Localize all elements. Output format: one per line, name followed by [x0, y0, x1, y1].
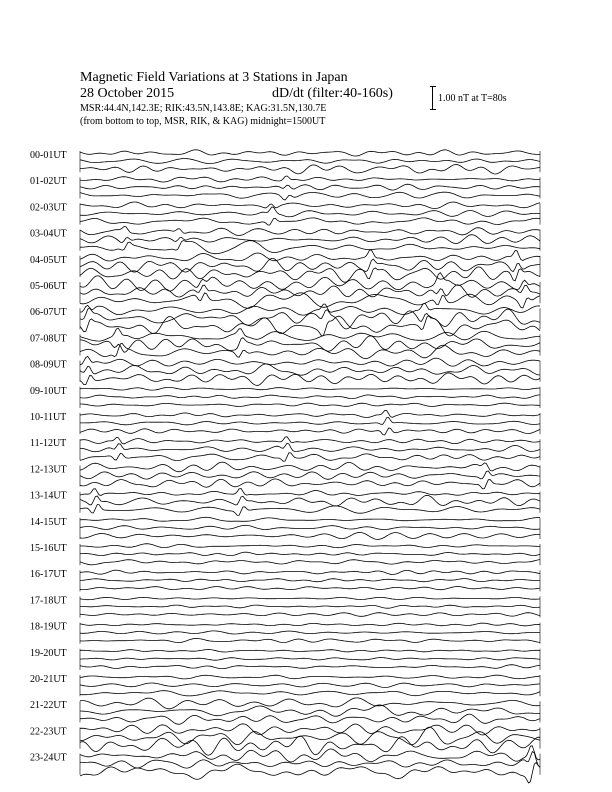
hour-label: 17-18UT: [30, 595, 67, 607]
hour-label: 11-12UT: [30, 438, 67, 450]
trace-rik-04-05UT: [80, 258, 540, 272]
hour-label: 07-08UT: [30, 333, 67, 345]
trace-kag-21-22UT: [80, 698, 540, 709]
trace-msr-02-03UT: [80, 218, 540, 225]
trace-kag-08-09UT: [80, 356, 540, 366]
trace-rik-05-06UT: [80, 285, 540, 297]
trace-rik-01-02UT: [80, 184, 540, 190]
trace-rik-15-16UT: [80, 552, 540, 555]
trace-msr-06-07UT: [80, 316, 540, 336]
trace-msr-19-20UT: [80, 665, 540, 669]
trace-rik-03-04UT: [80, 235, 540, 244]
trace-rik-20-21UT: [80, 683, 540, 688]
trace-msr-10-11UT: [80, 428, 540, 435]
trace-msr-03-04UT: [80, 241, 540, 254]
trace-kag-06-07UT: [80, 303, 540, 315]
trace-msr-08-09UT: [80, 373, 540, 386]
trace-msr-00-01UT: [80, 165, 540, 175]
trace-msr-11-12UT: [80, 453, 540, 462]
trace-msr-20-21UT: [80, 691, 540, 696]
trace-kag-18-19UT: [80, 623, 540, 626]
chart-date: 28 October 2015: [80, 86, 175, 101]
hour-label: 03-04UT: [30, 228, 67, 240]
trace-kag-23-24UT: [80, 746, 540, 762]
trace-msr-18-19UT: [80, 638, 540, 642]
trace-kag-20-21UT: [80, 675, 540, 679]
hour-label: 19-20UT: [30, 647, 67, 659]
trace-rik-16-17UT: [80, 579, 540, 582]
hour-label: 16-17UT: [30, 569, 67, 581]
trace-kag-05-06UT: [80, 273, 540, 291]
trace-rik-17-18UT: [80, 605, 540, 608]
trace-kag-17-18UT: [80, 597, 540, 599]
trace-rik-18-19UT: [80, 631, 540, 634]
trace-kag-07-08UT: [80, 328, 540, 341]
trace-kag-03-04UT: [80, 227, 540, 236]
midnight-note: midnight=1500UT: [250, 116, 326, 127]
trace-msr-05-06UT: [80, 293, 540, 309]
trace-kag-04-05UT: [80, 250, 540, 261]
hour-label: 22-23UT: [30, 726, 67, 738]
trace-kag-19-20UT: [80, 650, 540, 653]
station-coordinates: MSR:44.4N,142.3E; RIK:43.5N,143.8E; KAG:31.5N,130.7E: [80, 103, 327, 114]
trace-msr-14-15UT: [80, 532, 540, 539]
hour-label: 05-06UT: [30, 281, 67, 292]
hour-label: 12-13UT: [30, 464, 67, 476]
trace-msr-09-10UT: [80, 403, 540, 406]
trace-kag-13-14UT: [80, 489, 540, 496]
trace-rik-12-13UT: [80, 471, 540, 479]
trace-msr-17-18UT: [80, 613, 540, 617]
trace-msr-15-16UT: [80, 560, 540, 565]
hour-label: 13-14UT: [30, 490, 67, 502]
traces: [80, 150, 540, 783]
trace-rik-08-09UT: [80, 364, 540, 375]
trace-kag-12-13UT: [80, 462, 540, 472]
trace-kag-16-17UT: [80, 570, 540, 574]
trace-msr-12-13UT: [80, 479, 540, 489]
hour-label: 06-07UT: [30, 307, 67, 319]
trace-kag-09-10UT: [80, 387, 540, 390]
trace-msr-21-22UT: [80, 714, 540, 724]
hour-label: 04-05UT: [30, 254, 67, 266]
trace-rik-23-24UT: [80, 752, 540, 769]
chart-mode: dD/dt (filter:40-160s): [272, 86, 393, 101]
trace-kag-22-23UT: [80, 724, 540, 735]
trace-rik-14-15UT: [80, 525, 540, 529]
hour-label: 01-02UT: [30, 176, 67, 188]
station-order-note: (from bottom to top, MSR, RIK, & KAG): [80, 116, 248, 127]
trace-rik-07-08UT: [80, 336, 540, 352]
trace-rik-11-12UT: [80, 443, 540, 452]
trace-kag-02-03UT: [80, 202, 540, 209]
trace-msr-16-17UT: [80, 587, 540, 590]
trace-kag-10-11UT: [80, 410, 540, 417]
trace-kag-15-16UT: [80, 544, 540, 548]
trace-rik-22-23UT: [80, 727, 540, 745]
hour-label: 08-09UT: [30, 359, 67, 371]
trace-rik-10-11UT: [80, 417, 540, 424]
hour-label: 14-15UT: [30, 516, 67, 528]
trace-msr-23-24UT: [80, 763, 540, 783]
trace-rik-02-03UT: [80, 207, 540, 217]
trace-kag-01-02UT: [80, 176, 540, 182]
hour-label: 09-10UT: [30, 385, 67, 397]
hour-label: 10-11UT: [30, 412, 67, 423]
hour-label: 20-21UT: [30, 674, 67, 685]
trace-kag-00-01UT: [80, 150, 540, 156]
chart-title: Magnetic Field Variations at 3 Stations in Japan: [80, 70, 348, 85]
trace-rik-13-14UT: [80, 495, 540, 506]
trace-rik-00-01UT: [80, 159, 540, 164]
hour-label: 21-22UT: [30, 700, 67, 712]
hour-label: 02-03UT: [30, 202, 67, 214]
scale-label: 1.00 nT at T=80s: [438, 93, 507, 104]
hour-labels: [30, 150, 67, 764]
trace-msr-22-23UT: [80, 736, 540, 755]
trace-kag-11-12UT: [80, 437, 540, 444]
trace-rik-19-20UT: [80, 658, 540, 661]
hour-label: 00-01UT: [30, 150, 67, 161]
trace-msr-01-02UT: [80, 192, 540, 200]
hour-label: 23-24UT: [30, 752, 67, 764]
trace-kag-14-15UT: [80, 517, 540, 521]
hour-label: 15-16UT: [30, 543, 67, 554]
trace-msr-07-08UT: [80, 343, 540, 358]
trace-rik-09-10UT: [80, 395, 540, 399]
hour-label: 18-19UT: [30, 621, 67, 633]
trace-msr-13-14UT: [80, 505, 540, 516]
